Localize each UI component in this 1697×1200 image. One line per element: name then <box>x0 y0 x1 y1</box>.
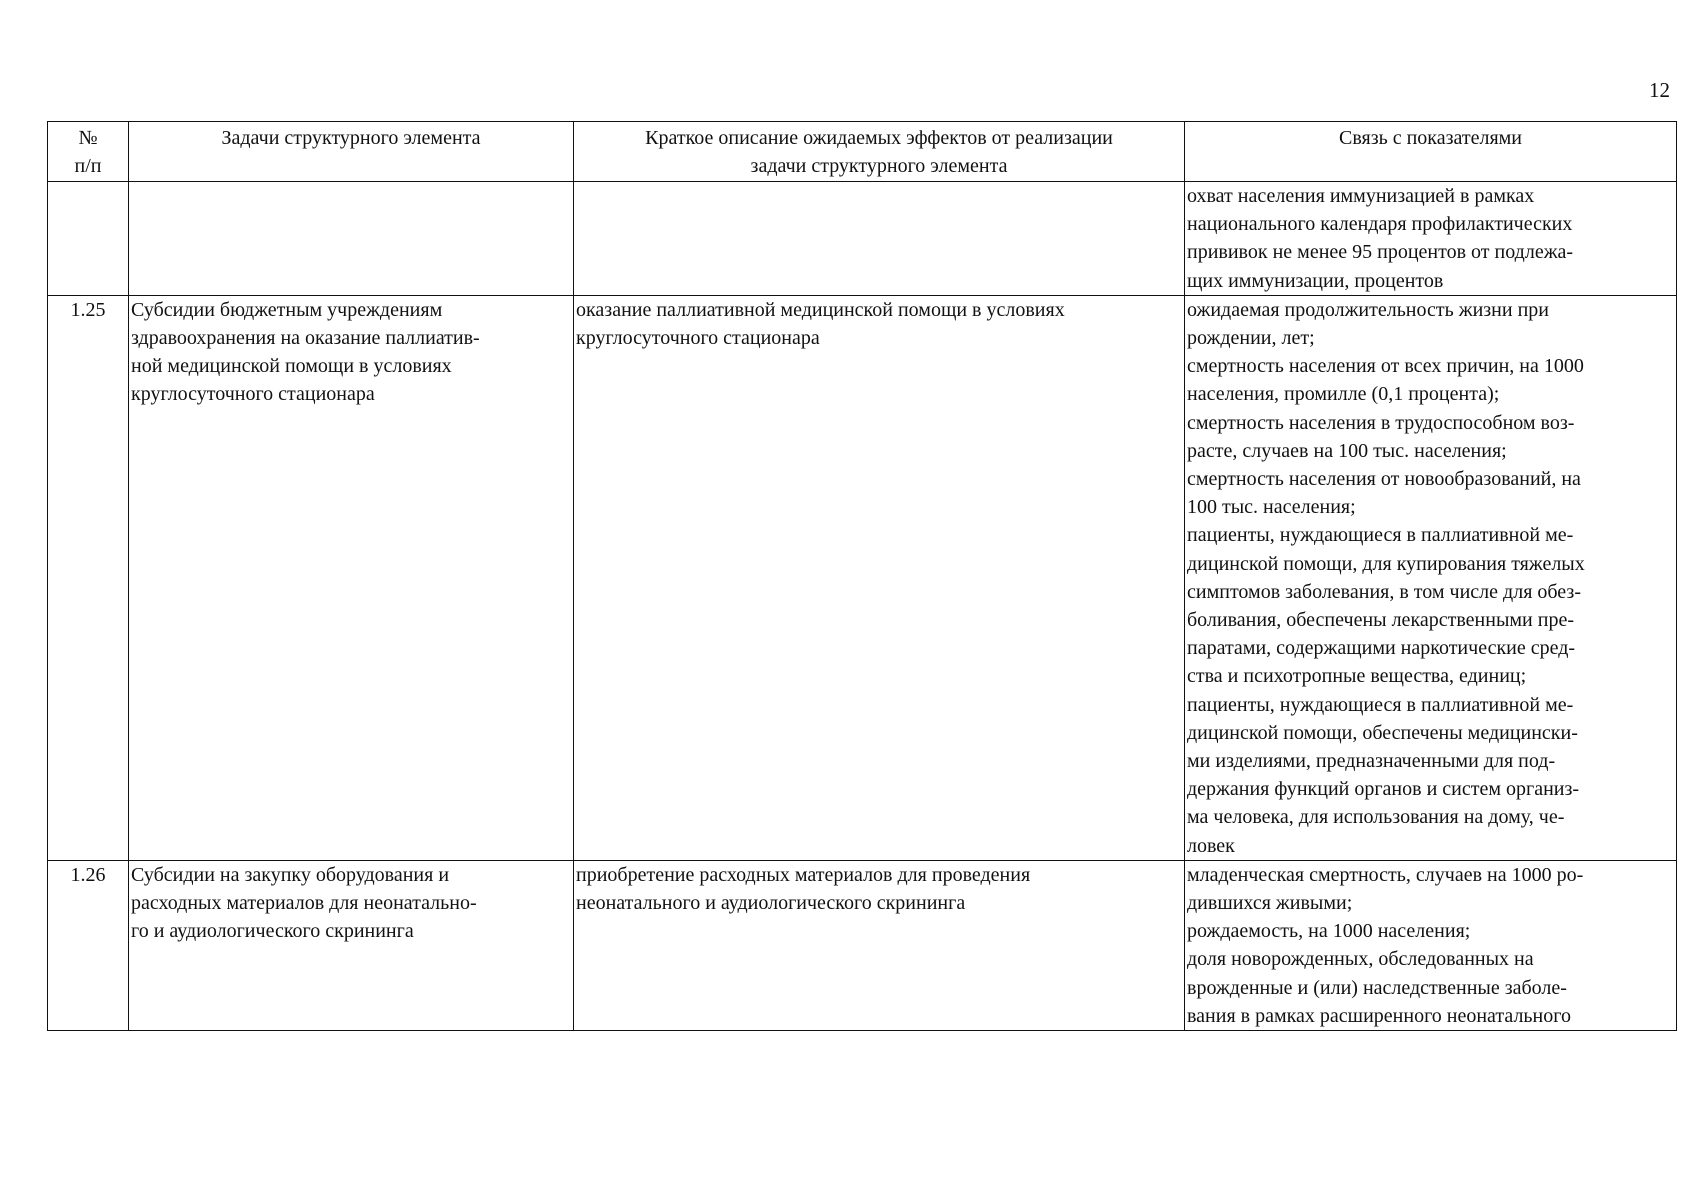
cell-line: неонатального и аудиологического скрининга <box>576 892 966 915</box>
header-indicators-line: Связь с показателями <box>1338 127 1523 149</box>
cell-line: оказание паллиативной медицинской помощи в условиях <box>576 298 1065 321</box>
indicator-cell <box>1185 295 1677 860</box>
header-effects-line: задачи структурного элемента <box>750 155 1008 177</box>
cell-line: паратами, содержащими наркотические сред- <box>1187 637 1576 660</box>
cell-line: ства и психотропные вещества, единиц; <box>1187 665 1527 688</box>
cell-line: боливания, обеспечены лекарственными пре- <box>1187 609 1574 632</box>
cell-line: дицинской помощи, для купирования тяжелых <box>1187 552 1585 575</box>
cell-line: симптомов заболевания, в том числе для обез- <box>1187 580 1581 603</box>
cell-line: ми изделиями, предназначенными для под- <box>1187 750 1556 773</box>
cell-line: доля новорожденных, обследованных на <box>1187 948 1534 971</box>
cell-line: дившихся живыми; <box>1187 892 1353 915</box>
header-num-line: п/п <box>74 155 102 177</box>
effect-cell <box>574 295 1185 860</box>
cell-line: рождении, лет; <box>1187 327 1315 350</box>
task-cell <box>129 182 574 296</box>
effect-cell <box>574 860 1185 1030</box>
row-num: 1.25 <box>70 298 106 321</box>
cell-line: здравоохранения на оказание паллиатив- <box>131 327 480 350</box>
cell-line: охват населения иммунизацией в рамках <box>1187 185 1535 207</box>
cell-line: 100 тыс. населения; <box>1187 496 1356 519</box>
cell-line: пациенты, нуждающиеся в паллиативной ме- <box>1187 524 1574 547</box>
cell-line: пациенты, нуждающиеся в паллиативной ме- <box>1187 693 1574 716</box>
cell-line: ной медицинской помощи в условиях <box>131 355 452 378</box>
row-num-cell <box>48 860 129 1030</box>
task-cell <box>129 860 574 1030</box>
cell-line: ма человека, для использования на дому, че- <box>1187 806 1565 829</box>
cell-line: дицинской помощи, обеспечены медицински- <box>1187 721 1578 744</box>
header-tasks <box>129 122 574 182</box>
tasks-table <box>47 121 1677 1031</box>
header-num <box>48 122 129 182</box>
header-effects-line: Краткое описание ожидаемых эффектов от реализации <box>645 127 1113 149</box>
cell-line: вания в рамках расширенного неонатального <box>1187 1004 1571 1027</box>
indicator-cell <box>1185 182 1677 296</box>
table-row <box>48 182 1677 296</box>
task-cell <box>129 295 574 860</box>
cell-line: щих иммунизации, процентов <box>1187 269 1444 292</box>
table-header-row <box>48 122 1677 182</box>
row-num-cell <box>48 182 129 296</box>
table-row <box>48 860 1677 1030</box>
cell-line: национального календаря профилактических <box>1187 213 1573 236</box>
cell-line: ловек <box>1187 834 1235 857</box>
table-row <box>48 295 1677 860</box>
cell-line: прививок не менее 95 процентов от подлежа- <box>1187 241 1574 264</box>
page-number: 12 <box>1649 78 1670 102</box>
cell-line: рождаемость, на 1000 населения; <box>1187 920 1471 943</box>
cell-line: населения, промилле (0,1 процента); <box>1187 383 1500 406</box>
cell-line: смертность населения от новообразований, на <box>1187 468 1581 491</box>
header-tasks-line: Задачи структурного элемента <box>221 127 481 149</box>
cell-line: расте, случаев на 100 тыс. населения; <box>1187 439 1507 462</box>
cell-line: держания функций органов и систем организ- <box>1187 778 1580 801</box>
header-indicators <box>1185 122 1677 182</box>
indicator-cell <box>1185 860 1677 1030</box>
cell-line: младенческая смертность, случаев на 1000 ро- <box>1187 863 1584 886</box>
cell-line: смертность населения от всех причин, на 1000 <box>1187 355 1584 378</box>
header-num-line: № <box>78 127 98 149</box>
row-num-cell <box>48 295 129 860</box>
cell-line: го и аудиологического скрининга <box>131 920 414 943</box>
row-num: 1.26 <box>70 863 106 886</box>
cell-line: приобретение расходных материалов для проведения <box>576 863 1031 886</box>
cell-line: круглосуточного стационара <box>576 327 820 350</box>
header-effects <box>574 122 1185 182</box>
cell-line: врожденные и (или) наследственные заболе- <box>1187 976 1567 999</box>
cell-line: ожидаемая продолжительность жизни при <box>1187 298 1549 321</box>
cell-line: круглосуточного стационара <box>131 383 375 406</box>
cell-line: смертность населения в трудоспособном воз- <box>1187 411 1575 434</box>
cell-line: расходных материалов для неонатально- <box>131 892 477 915</box>
effect-cell <box>574 182 1185 296</box>
cell-line: Субсидии бюджетным учреждениям <box>131 298 443 321</box>
cell-line: Субсидии на закупку оборудования и <box>131 863 450 886</box>
